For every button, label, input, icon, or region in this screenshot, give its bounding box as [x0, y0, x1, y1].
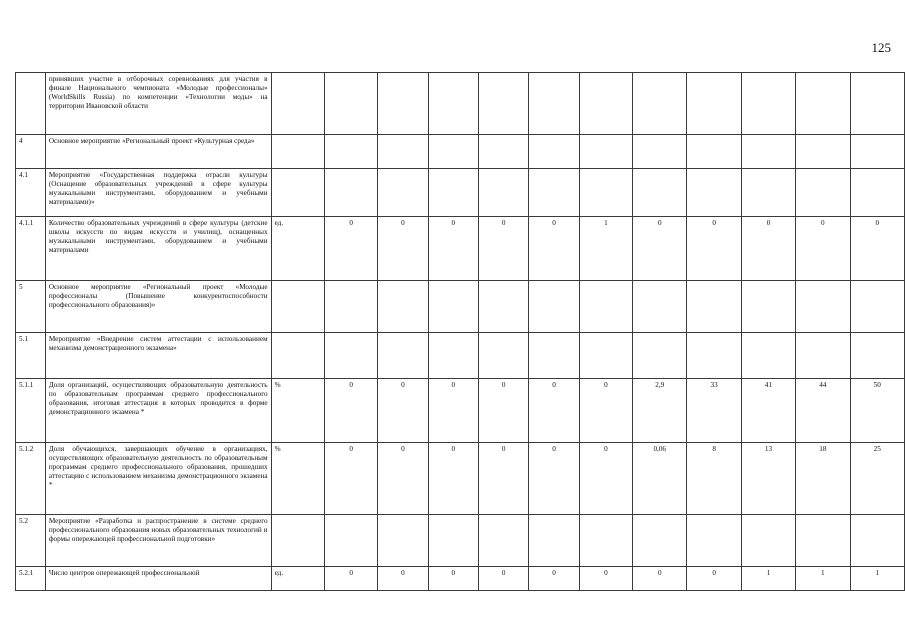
value-cell: [687, 169, 741, 217]
indicator-name-cell: принявших участие в отборочных соревнованиях для участия в финале Национального чемпионата «Молодые профессионалы» (WorldSkills Russia) по компетенции «Технологии моды» на территории Ивановской области: [45, 73, 271, 135]
value-cell: 0: [478, 443, 528, 515]
value-cell: 0: [324, 567, 377, 591]
table-row: [16, 169, 905, 217]
value-cell: [529, 281, 579, 333]
value-cell: [687, 515, 741, 567]
value-cell: [633, 515, 687, 567]
value-cell: 0: [478, 567, 528, 591]
value-cell: 0: [428, 217, 478, 281]
value-cell: 0: [378, 217, 428, 281]
value-cell: [741, 515, 795, 567]
indicators-table: [15, 72, 905, 591]
unit-cell: [271, 135, 324, 169]
value-cell: [579, 169, 632, 217]
value-cell: 0: [687, 567, 741, 591]
value-cell: 0: [378, 567, 428, 591]
value-cell: [378, 73, 428, 135]
value-cell: [428, 333, 478, 379]
row-number-cell: 5.2: [16, 515, 46, 567]
value-cell: [378, 281, 428, 333]
value-cell: 0: [529, 217, 579, 281]
value-cell: [687, 281, 741, 333]
table-row: [16, 379, 905, 443]
value-cell: [478, 73, 528, 135]
value-cell: [428, 515, 478, 567]
row-number-cell: 5.2.1: [16, 567, 46, 591]
value-cell: [741, 135, 795, 169]
row-number-cell: 5.1: [16, 333, 46, 379]
value-cell: [850, 281, 904, 333]
value-cell: [428, 169, 478, 217]
value-cell: 0: [324, 379, 377, 443]
value-cell: [850, 73, 904, 135]
value-cell: 0: [579, 379, 632, 443]
value-cell: 0: [428, 379, 478, 443]
value-cell: 0: [687, 217, 741, 281]
indicator-name-cell: Мероприятие «Внедрение систем аттестации с использованием механизма демонстрационного экзамена»: [45, 333, 271, 379]
value-cell: [529, 333, 579, 379]
unit-cell: [271, 333, 324, 379]
value-cell: [633, 333, 687, 379]
value-cell: 13: [741, 443, 795, 515]
value-cell: 18: [796, 443, 850, 515]
value-cell: [529, 135, 579, 169]
table-row: [16, 217, 905, 281]
indicator-name-cell: Доля организаций, осуществляющих образовательную деятельность по образовательным программам среднего профессионального образования, итоговая аттестация в которых проводится в форме демонстрационного экзамена *: [45, 379, 271, 443]
value-cell: [579, 515, 632, 567]
value-cell: [796, 333, 850, 379]
value-cell: 0: [529, 443, 579, 515]
value-cell: [324, 333, 377, 379]
value-cell: [324, 515, 377, 567]
value-cell: 8: [687, 443, 741, 515]
value-cell: [478, 515, 528, 567]
value-cell: [478, 281, 528, 333]
row-number-cell: 5.1.2: [16, 443, 46, 515]
value-cell: 33: [687, 379, 741, 443]
value-cell: [850, 515, 904, 567]
unit-cell: [271, 515, 324, 567]
value-cell: [529, 169, 579, 217]
value-cell: [428, 135, 478, 169]
value-cell: [324, 281, 377, 333]
value-cell: 1: [579, 217, 632, 281]
table-row: [16, 515, 905, 567]
page-number: 125: [871, 40, 891, 55]
value-cell: 0: [741, 217, 795, 281]
value-cell: [687, 333, 741, 379]
value-cell: [741, 169, 795, 217]
value-cell: [324, 169, 377, 217]
value-cell: 1: [741, 567, 795, 591]
value-cell: [478, 135, 528, 169]
value-cell: [850, 135, 904, 169]
value-cell: 0: [529, 567, 579, 591]
value-cell: [378, 135, 428, 169]
value-cell: [428, 73, 478, 135]
value-cell: [579, 281, 632, 333]
value-cell: [687, 135, 741, 169]
value-cell: 0: [428, 443, 478, 515]
value-cell: [850, 333, 904, 379]
value-cell: 1: [850, 567, 904, 591]
value-cell: [850, 169, 904, 217]
value-cell: [478, 333, 528, 379]
value-cell: 25: [850, 443, 904, 515]
value-cell: [378, 169, 428, 217]
indicator-name-cell: Число центров опережающей профессиональной: [45, 567, 271, 591]
value-cell: 0: [633, 217, 687, 281]
row-number-cell: 5.1.1: [16, 379, 46, 443]
table-row: [16, 281, 905, 333]
value-cell: 0: [324, 443, 377, 515]
value-cell: [579, 135, 632, 169]
value-cell: 0: [850, 217, 904, 281]
value-cell: [529, 73, 579, 135]
value-cell: [579, 73, 632, 135]
value-cell: [796, 73, 850, 135]
value-cell: [529, 515, 579, 567]
value-cell: 0: [378, 379, 428, 443]
unit-cell: %: [271, 443, 324, 515]
indicator-name-cell: Основное мероприятие «Региональный проект «Молодые профессионалы (Повышение конкурентоспособности профессионального образования)»: [45, 281, 271, 333]
indicator-name-cell: Доля обучающихся, завершающих обучение в организациях, осуществляющих образовательную деятельность по образовательным программам среднего профессионального образования, прошедших аттестацию с использованием механизма демонстрационного экзамена *: [45, 443, 271, 515]
indicator-name-cell: Основное мероприятие «Региональный проект «Культурная среда»: [45, 135, 271, 169]
value-cell: 0: [428, 567, 478, 591]
table-row: [16, 135, 905, 169]
value-cell: [633, 281, 687, 333]
value-cell: [633, 73, 687, 135]
value-cell: 0: [579, 443, 632, 515]
value-cell: 41: [741, 379, 795, 443]
value-cell: [428, 281, 478, 333]
value-cell: 0: [796, 217, 850, 281]
value-cell: 0: [478, 217, 528, 281]
unit-cell: ед.: [271, 217, 324, 281]
value-cell: 44: [796, 379, 850, 443]
value-cell: [478, 169, 528, 217]
value-cell: [324, 73, 377, 135]
value-cell: [741, 333, 795, 379]
value-cell: [378, 515, 428, 567]
value-cell: 2,9: [633, 379, 687, 443]
value-cell: 0: [378, 443, 428, 515]
value-cell: 50: [850, 379, 904, 443]
value-cell: [579, 333, 632, 379]
value-cell: 0: [478, 379, 528, 443]
value-cell: [378, 333, 428, 379]
unit-cell: [271, 281, 324, 333]
table-row: [16, 333, 905, 379]
value-cell: [687, 73, 741, 135]
value-cell: [741, 73, 795, 135]
indicator-name-cell: Мероприятие «Разработка и распространение в системе среднего профессионального образования новых образовательных технологий и формы опережающей профессиональной подготовки»: [45, 515, 271, 567]
value-cell: [741, 281, 795, 333]
value-cell: [324, 135, 377, 169]
table-row: [16, 443, 905, 515]
value-cell: [633, 135, 687, 169]
value-cell: [796, 135, 850, 169]
value-cell: 0: [579, 567, 632, 591]
value-cell: 0: [633, 567, 687, 591]
table-row: [16, 73, 905, 135]
unit-cell: %: [271, 379, 324, 443]
row-number-cell: 4.1.1: [16, 217, 46, 281]
value-cell: 0,06: [633, 443, 687, 515]
unit-cell: [271, 73, 324, 135]
table-row: [16, 567, 905, 591]
value-cell: 1: [796, 567, 850, 591]
row-number-cell: 4: [16, 135, 46, 169]
value-cell: 0: [324, 217, 377, 281]
unit-cell: ед.: [271, 567, 324, 591]
row-number-cell: [16, 73, 46, 135]
value-cell: [796, 281, 850, 333]
unit-cell: [271, 169, 324, 217]
indicator-name-cell: Мероприятие «Государственная поддержка отрасли культуры (Оснащение образовательных учреждений в сфере культуры музыкальными инструментами, оборудованием и учебными материалами)»: [45, 169, 271, 217]
value-cell: [796, 515, 850, 567]
value-cell: [796, 169, 850, 217]
row-number-cell: 4.1: [16, 169, 46, 217]
row-number-cell: 5: [16, 281, 46, 333]
value-cell: 0: [529, 379, 579, 443]
value-cell: [633, 169, 687, 217]
indicator-name-cell: Количество образовательных учреждений в сфере культуры (детские школы искусств по видам искусств и училищ), оснащенных музыкальными инструментами, оборудованием и учебными материалами: [45, 217, 271, 281]
